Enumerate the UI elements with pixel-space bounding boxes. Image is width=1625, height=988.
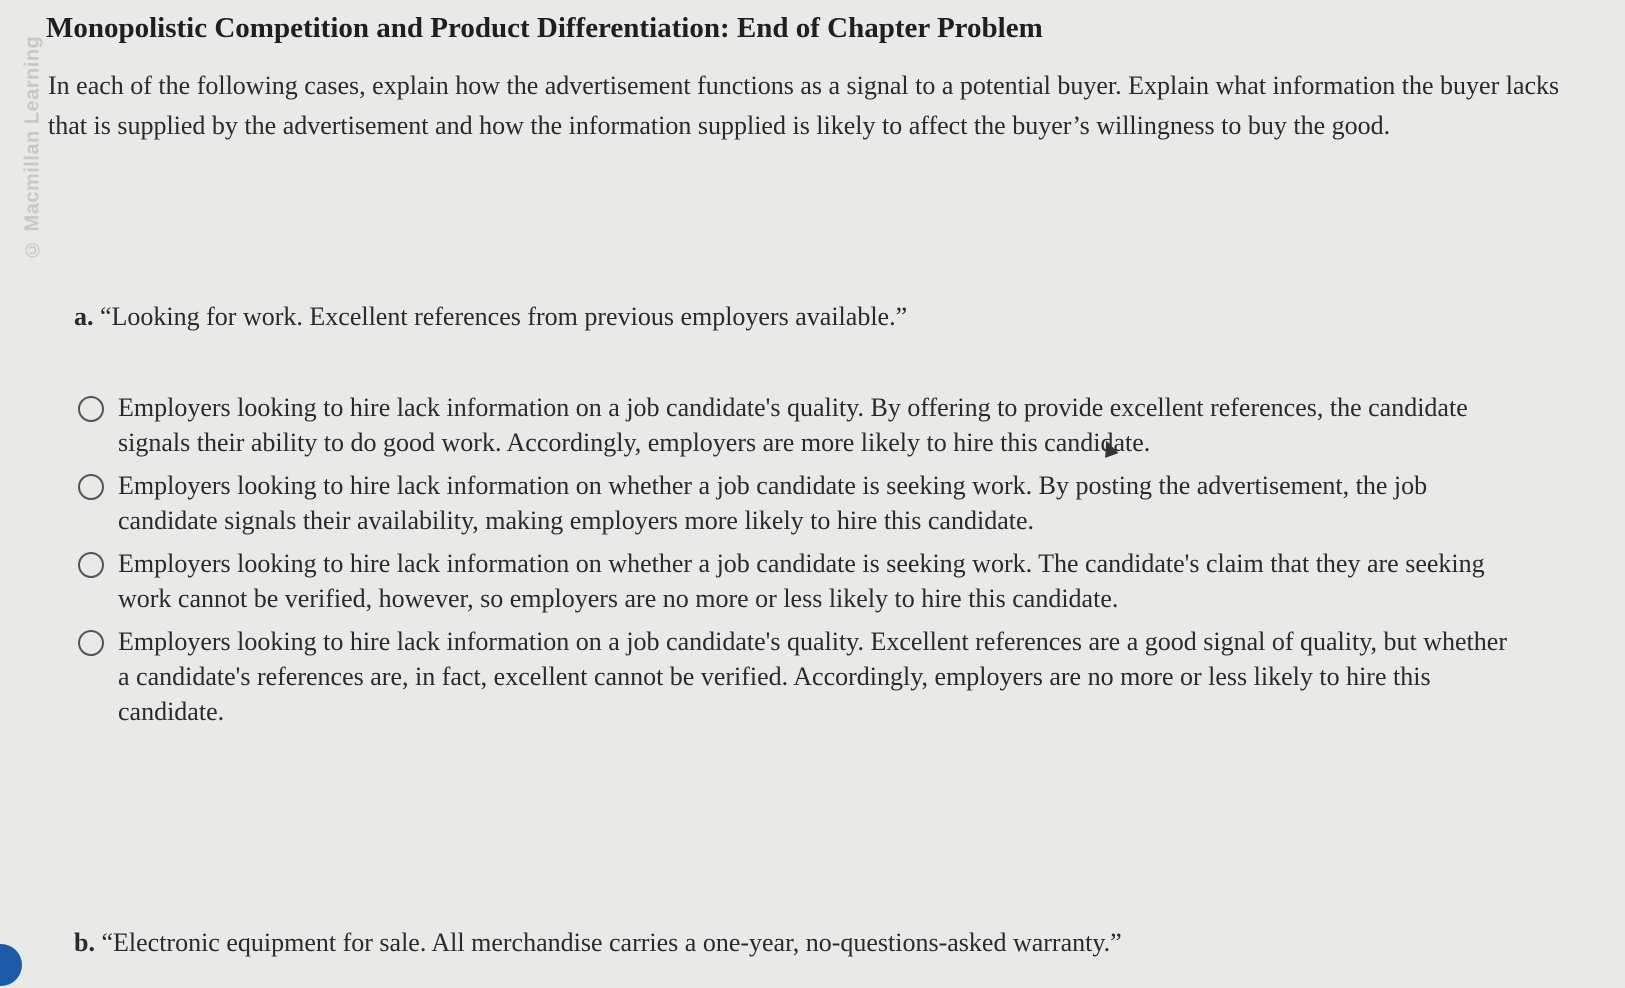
answer-option-label: Employers looking to hire lack information on a job candidate's quality. Excellent references are a good signal of quality, but whether a candidate's references are, in fact, excellent cannot be verified. Accordingly, employers are no more or less likely to hire this candidate. (118, 627, 1507, 726)
answer-options (78, 390, 1518, 737)
answer-option-3[interactable] (78, 546, 1518, 616)
answer-option-2[interactable] (78, 468, 1518, 538)
problem-instructions: In each of the following cases, explain how the advertisement functions as a signal to a potential buyer. Explain what information the buyer lacks that is supplied by the advertisement and how the information supplied is likely to affect the buyer’s willingness to buy the good. (48, 71, 1560, 140)
answer-option-label: Employers looking to hire lack information on a job candidate's quality. By offering to provide excellent references, the candidate signals their ability to do good work. Accordingly, employers are more likely to hire this candidate. (118, 393, 1468, 457)
radio-button-icon[interactable] (78, 396, 104, 422)
answer-option-label: Employers looking to hire lack information on whether a job candidate is seeking work. By posting the advertisement, the job candidate signals their availability, making employers more likely to hire this candidate. (118, 471, 1428, 535)
radio-button-icon[interactable] (78, 552, 104, 578)
side-tab-button[interactable] (0, 944, 22, 986)
radio-button-icon[interactable] (78, 630, 104, 656)
radio-button-icon[interactable] (78, 474, 104, 500)
question-b-letter: b. (74, 928, 95, 957)
page-title: Monopolistic Competition and Product Differentiation: End of Chapter Problem (46, 12, 1043, 44)
answer-option-1[interactable] (78, 390, 1518, 460)
question-a-text: “Looking for work. Excellent references from previous employers available.” (100, 302, 908, 331)
answer-option-4[interactable] (78, 624, 1518, 729)
copyright-watermark: © Macmillan Learning (21, 35, 44, 260)
question-b-text: “Electronic equipment for sale. All merchandise carries a one-year, no-questions-asked warranty.” (101, 928, 1122, 957)
question-b (74, 928, 1122, 958)
question-a-letter: a. (74, 302, 94, 331)
answer-option-label: Employers looking to hire lack information on whether a job candidate is seeking work. The candidate's claim that they are seeking work cannot be verified, however, so employers are no more or less likely to hire this candidate. (118, 549, 1485, 613)
question-a (74, 302, 907, 332)
